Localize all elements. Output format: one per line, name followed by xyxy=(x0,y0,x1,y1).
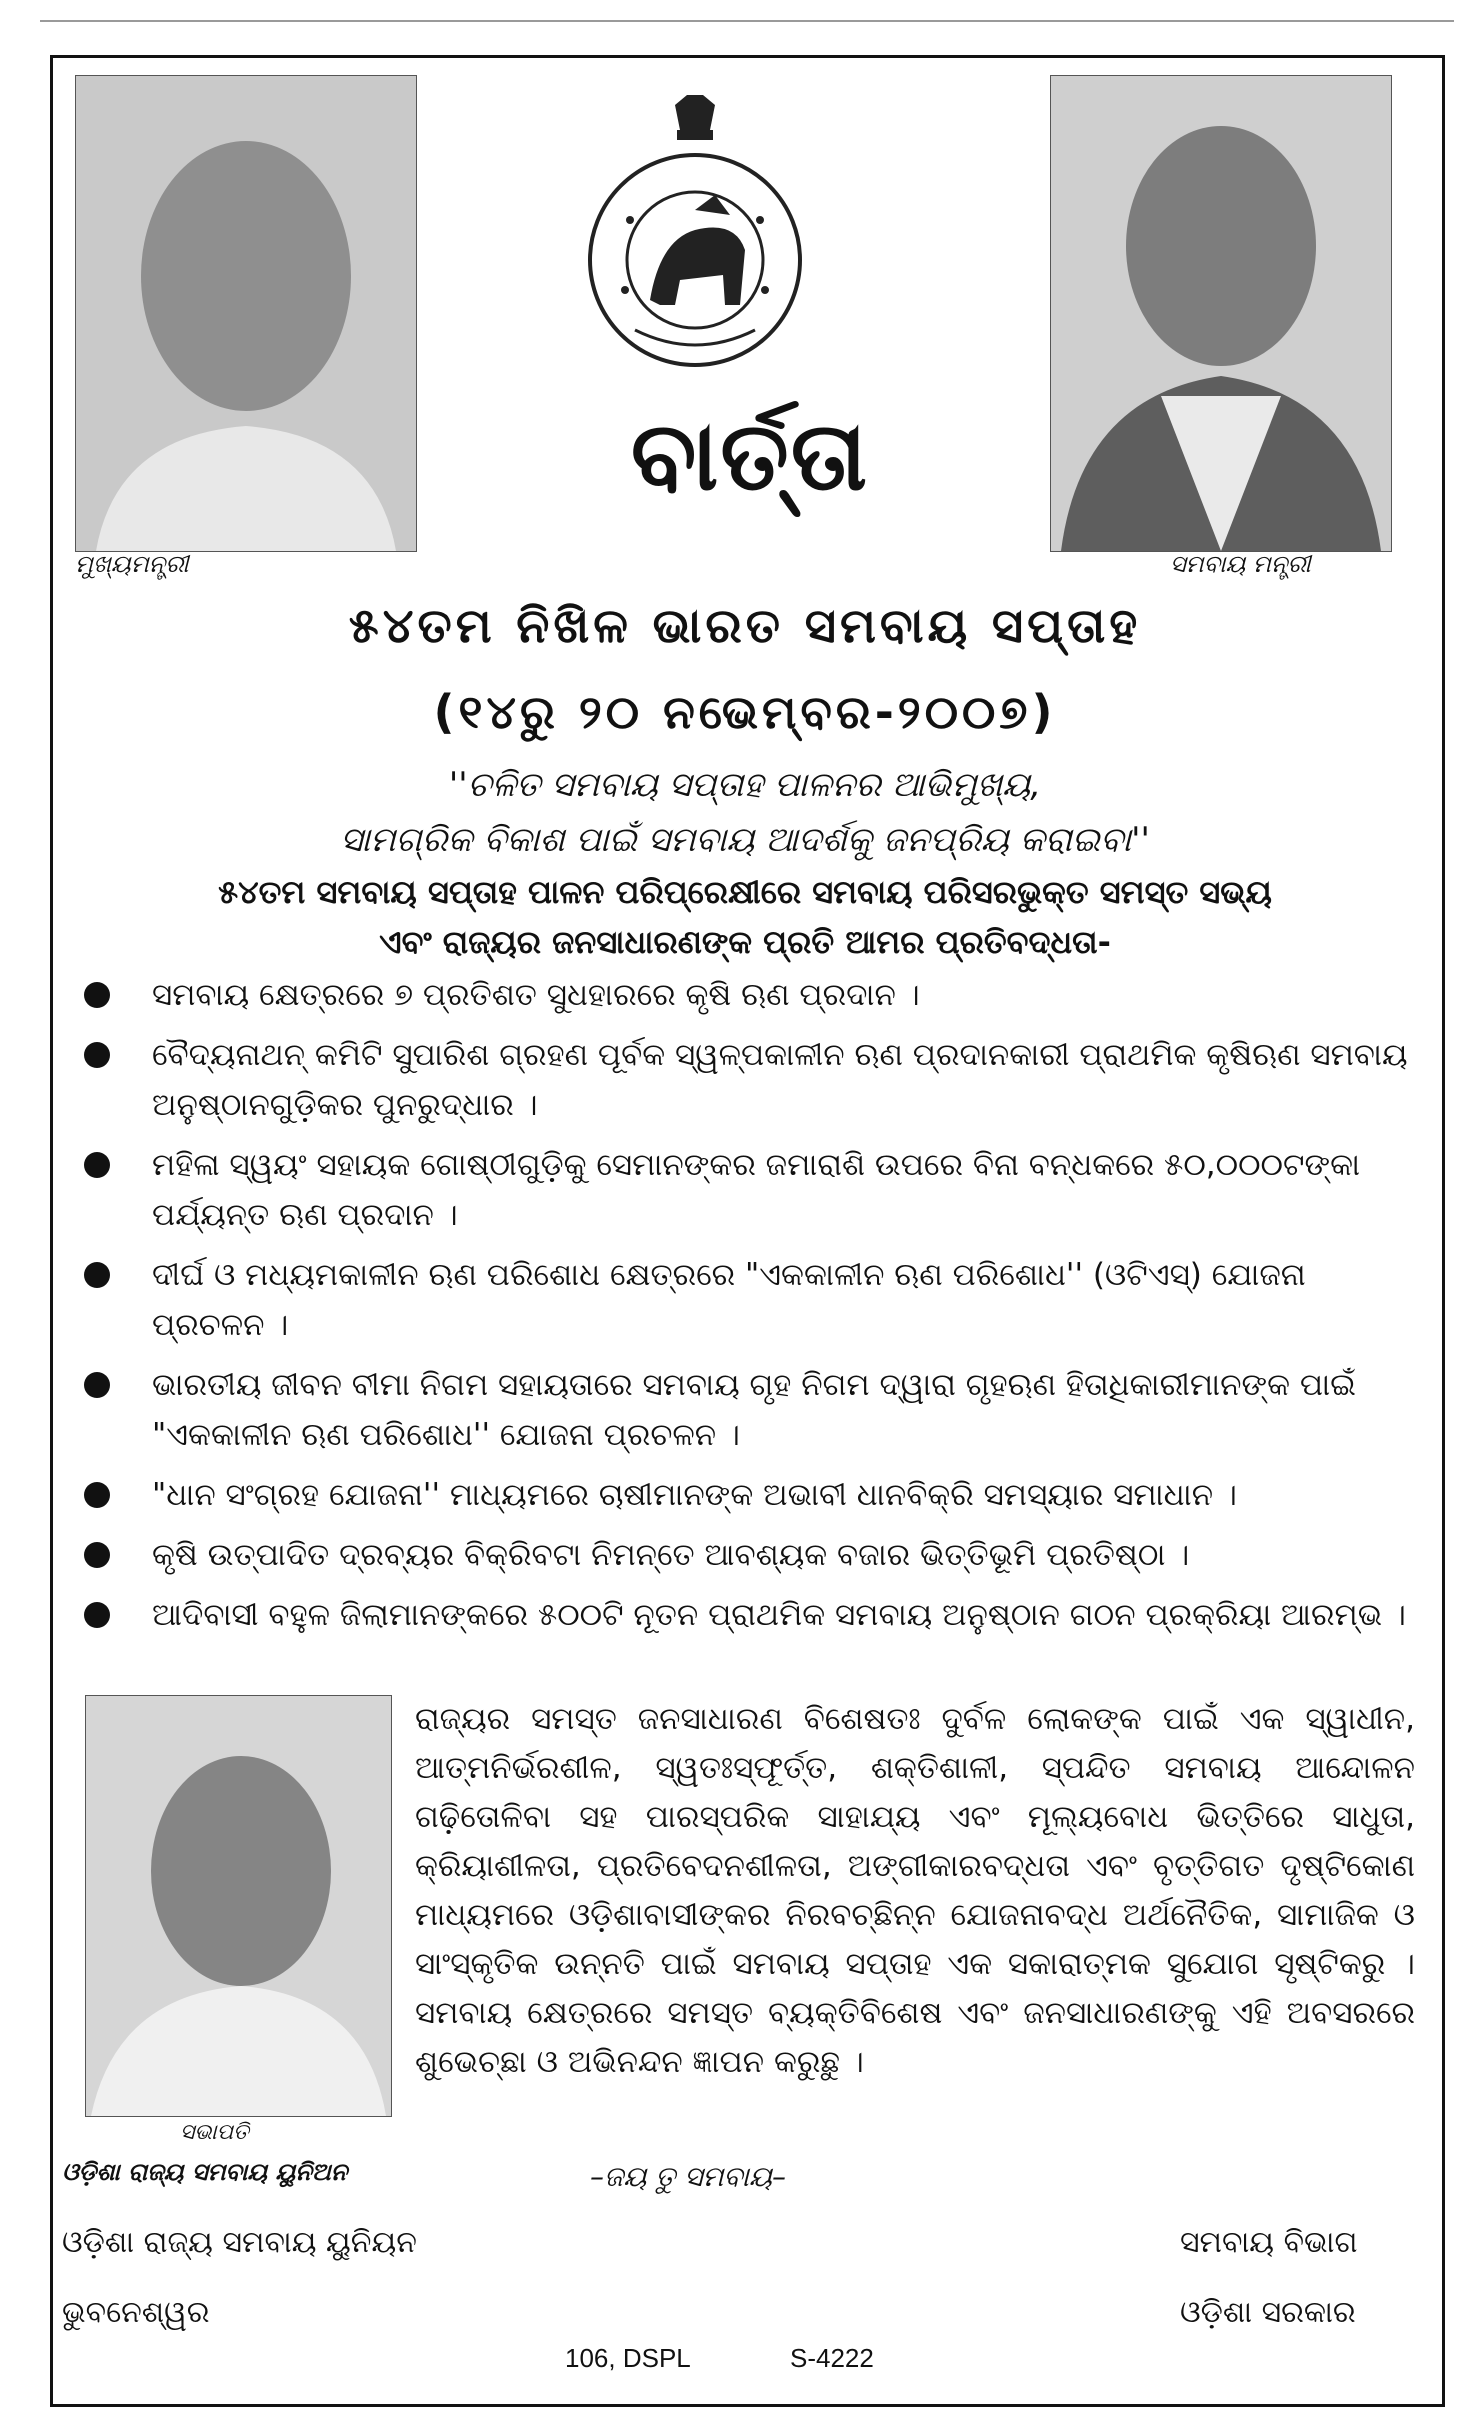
list-item xyxy=(78,1530,1418,1580)
bullet-dot-icon xyxy=(84,1042,110,1068)
bullet-dot-icon xyxy=(84,1152,110,1178)
bullet-dot-icon xyxy=(84,982,110,1008)
theme-quote-line-2: ସାମଗ୍ରିକ ବିକାଶ ପାଇଁ ସମବାୟ ଆଦର୍ଶକୁ ଜନପ୍ରିୟ କରାଇବା'' xyxy=(340,820,1150,860)
list-item xyxy=(78,1470,1418,1520)
heading-week: ୫୪ତମ ନିଖିଳ ଭାରତ ସମବାୟ ସପ୍ତାହ xyxy=(348,598,1142,654)
theme-quote-line-1: ''ଚଳିତ ସମବାୟ ସପ୍ତାହ ପାଳନର ଆଭିମୁଖ୍ୟ, xyxy=(448,765,1042,805)
president-organization-caption: ଓଡ଼ିଶା ରାଜ୍ୟ ସମବାୟ ୟୁନିଅନ xyxy=(62,2158,348,2186)
greeting-paragraph: ରାଜ୍ୟର ସମସ୍ତ ଜନସାଧାରଣ ବିଶେଷତଃ ଦୁର୍ବଳ ଲୋକଙ୍କ ପାଇଁ ଏକ ସ୍ୱାଧୀନ, ଆତ୍ମନିର୍ଭରଶୀଳ, ସ୍ୱତଃସ୍ଫୂର୍ତ୍ତ, ଶକ୍ତିଶାଳୀ, ସ୍ପନ୍ଦିତ ସମବାୟ ଆନ୍ଦୋଳନ ଗଢ଼ିତୋଳିବା ସହ ପାରସ୍ପରିକ ସାହାଯ୍ୟ ଏବଂ ମୂଲ୍ୟବୋଧ ଭିତ୍ତିରେ ସାଧୁତା, କ୍ରିୟାଶୀଳତା, ପ୍ରତିବେଦନଶୀଳତା, ଅଙ୍ଗୀକାରବଦ୍ଧତା ଏବଂ ବୃତ୍ତିଗତ ଦୃଷ୍ଟିକୋଣ ମାଧ୍ୟମରେ ଓଡ଼ିଶାବାସୀଙ୍କର ନିରବଚ୍ଛିନ୍ନ ଯୋଜନାବଦ୍ଧ ଅର୍ଥନୈତିକ, ସାମାଜିକ ଓ ସାଂସ୍କୃତିକ ଉନ୍ନତି ପାଇଁ ସମବାୟ ସପ୍ତାହ ଏକ ସକାରାତ୍ମକ ସୁଯୋଗ ସୃଷ୍ଟିକରୁ । ସମବାୟ କ୍ଷେତ୍ରରେ ସମସ୍ତ ବ୍ୟକ୍ତିବିଶେଷ ଏବଂ ଜନସାଧାରଣଙ୍କୁ ଏହି ଅବସରରେ ଶୁଭେଚ୍ଛା ଓ ଅଭିନନ୍ଦନ ଜ୍ଞାପନ କରୁଛୁ । xyxy=(415,1701,1415,2080)
bullet-dot-icon xyxy=(84,1602,110,1628)
footer-union-name: ଓଡ଼ିଶା ରାଜ୍ୟ ସମବାୟ ୟୁନିୟନ xyxy=(62,2225,417,2260)
bullet-dot-icon xyxy=(84,1482,110,1508)
commitment-intro-line-2: ଏବଂ ରାଜ୍ୟର ଜନସାଧାରଣଙ୍କ ପ୍ରତି ଆମର ପ୍ରତିବଦ୍ଧତା- xyxy=(379,923,1111,961)
president-photo xyxy=(85,1695,392,2117)
list-item-text: ବୈଦ୍ୟନାଥନ୍ କମିଟି ସୁପାରିଶ ଗ୍ରହଣ ପୂର୍ବକ ସ୍ୱଳ୍ପକାଳୀନ ଋଣ ପ୍ରଦାନକାରୀ ପ୍ରାଥମିକ କୃଷିଋଣ ସମବାୟ ଅନୁଷ୍ଠାନଗୁଡ଼ିକର ପୁନରୁଦ୍ଧାର । xyxy=(152,1037,1408,1123)
cooperation-minister-photo xyxy=(1050,75,1392,552)
page-title: ବାର୍ତ୍ତା xyxy=(630,400,870,512)
chief-minister-caption: ମୁଖ୍ୟମନ୍ତ୍ରୀ xyxy=(75,550,189,578)
commitment-intro-line-1: ୫୪ତମ ସମବାୟ ସପ୍ତାହ ପାଳନ ପରିପ୍ରେକ୍ଷୀରେ ସମବାୟ ପରିସରଭୁକ୍ତ ସମସ୍ତ ସଭ୍ୟ xyxy=(218,873,1272,911)
list-item-text: ମହିଳା ସ୍ୱୟଂ ସହାୟକ ଗୋଷ୍ଠୀଗୁଡ଼ିକୁ ସେମାନଙ୍କର ଜମାରାଶି ଉପରେ ବିନା ବନ୍ଧକରେ ୫୦,୦୦୦ଟଙ୍କା ପର୍ଯ୍ୟନ୍ତ ଋଣ ପ୍ରଦାନ । xyxy=(152,1147,1361,1233)
list-item xyxy=(78,1030,1418,1130)
bullet-dot-icon xyxy=(84,1262,110,1288)
list-item-text: ସମବାୟ କ୍ଷେତ୍ରରେ ୭ ପ୍ରତିଶତ ସୁଧହାରରେ କୃଷି ଋଣ ପ୍ରଦାନ । xyxy=(152,977,920,1013)
list-item xyxy=(78,1250,1418,1350)
chief-minister-photo xyxy=(75,75,417,552)
list-item-text: "ଧାନ ସଂଗ୍ରହ ଯୋଜନା'' ମାଧ୍ୟମରେ ଚାଷୀମାନଙ୍କ ଅଭାବୀ ଧାନବିକ୍ରି ସମସ୍ୟାର ସମାଧାନ । xyxy=(152,1477,1237,1513)
list-item xyxy=(78,1140,1418,1240)
list-item-text: ଆଦିବାସୀ ବହୁଳ ଜିଲାମାନଙ୍କରେ ୫୦୦ଟି ନୂତନ ପ୍ରାଥମିକ ସମବାୟ ଅନୁଷ୍ଠାନ ଗଠନ ପ୍ରକ୍ରିୟା ଆରମ୍ଭ । xyxy=(152,1597,1406,1633)
bullet-dot-icon xyxy=(84,1542,110,1568)
slogan: –ଜୟ ତୁ ସମବାୟ– xyxy=(590,2160,786,2193)
footer-union-city: ଭୁବନେଶ୍ୱର xyxy=(62,2295,210,2330)
footer-code-s: S-4222 xyxy=(790,2343,874,2373)
president-caption: ସଭାପତି xyxy=(180,2120,249,2145)
list-item xyxy=(78,1590,1418,1640)
list-item xyxy=(78,1360,1418,1460)
list-item-text: କୃଷି ଉତ୍ପାଦିତ ଦ୍ରବ୍ୟର ବିକ୍ରିବଟା ନିମନ୍ତେ ଆବଶ୍ୟକ ବଜାର ଭିତ୍ତିଭୂମି ପ୍ରତିଷ୍ଠା । xyxy=(152,1537,1190,1573)
list-item xyxy=(78,970,1418,1020)
cooperation-minister-caption: ସମବାୟ ମନ୍ତ୍ରୀ xyxy=(1170,550,1311,578)
top-rule xyxy=(40,20,1454,22)
footer-government: ଓଡ଼ିଶା ସରକାର xyxy=(1180,2295,1356,2330)
footer-code-dspl: 106, DSPL xyxy=(565,2343,691,2373)
list-item-text: ଭାରତୀୟ ଜୀବନ ବୀମା ନିଗମ ସହାୟତାରେ ସମବାୟ ଗୃହ ନିଗମ ଦ୍ୱାରା ଗୃହଋଣ ହିତାଧିକାରୀମାନଙ୍କ ପାଇଁ "ଏକକାଳୀନ ଋଣ ପରିଶୋଧ'' ଯୋଜନା ପ୍ରଚଳନ । xyxy=(152,1367,1356,1453)
odisha-government-emblem xyxy=(565,90,825,370)
footer-department: ସମବାୟ ବିଭାଗ xyxy=(1180,2225,1358,2260)
bullet-dot-icon xyxy=(84,1372,110,1398)
commitment-list xyxy=(78,970,1418,1650)
heading-dates: (୧୪ରୁ ୨୦ ନଭେମ୍ବର-୨୦୦୭) xyxy=(433,685,1057,739)
list-item-text: ଦୀର୍ଘ ଓ ମଧ୍ୟମକାଳୀନ ଋଣ ପରିଶୋଧ କ୍ଷେତ୍ରରେ "ଏକକାଳୀନ ଋଣ ପରିଶୋଧ'' (ଓଟିଏସ୍) ଯୋଜନା ପ୍ରଚଳନ । xyxy=(152,1257,1306,1343)
